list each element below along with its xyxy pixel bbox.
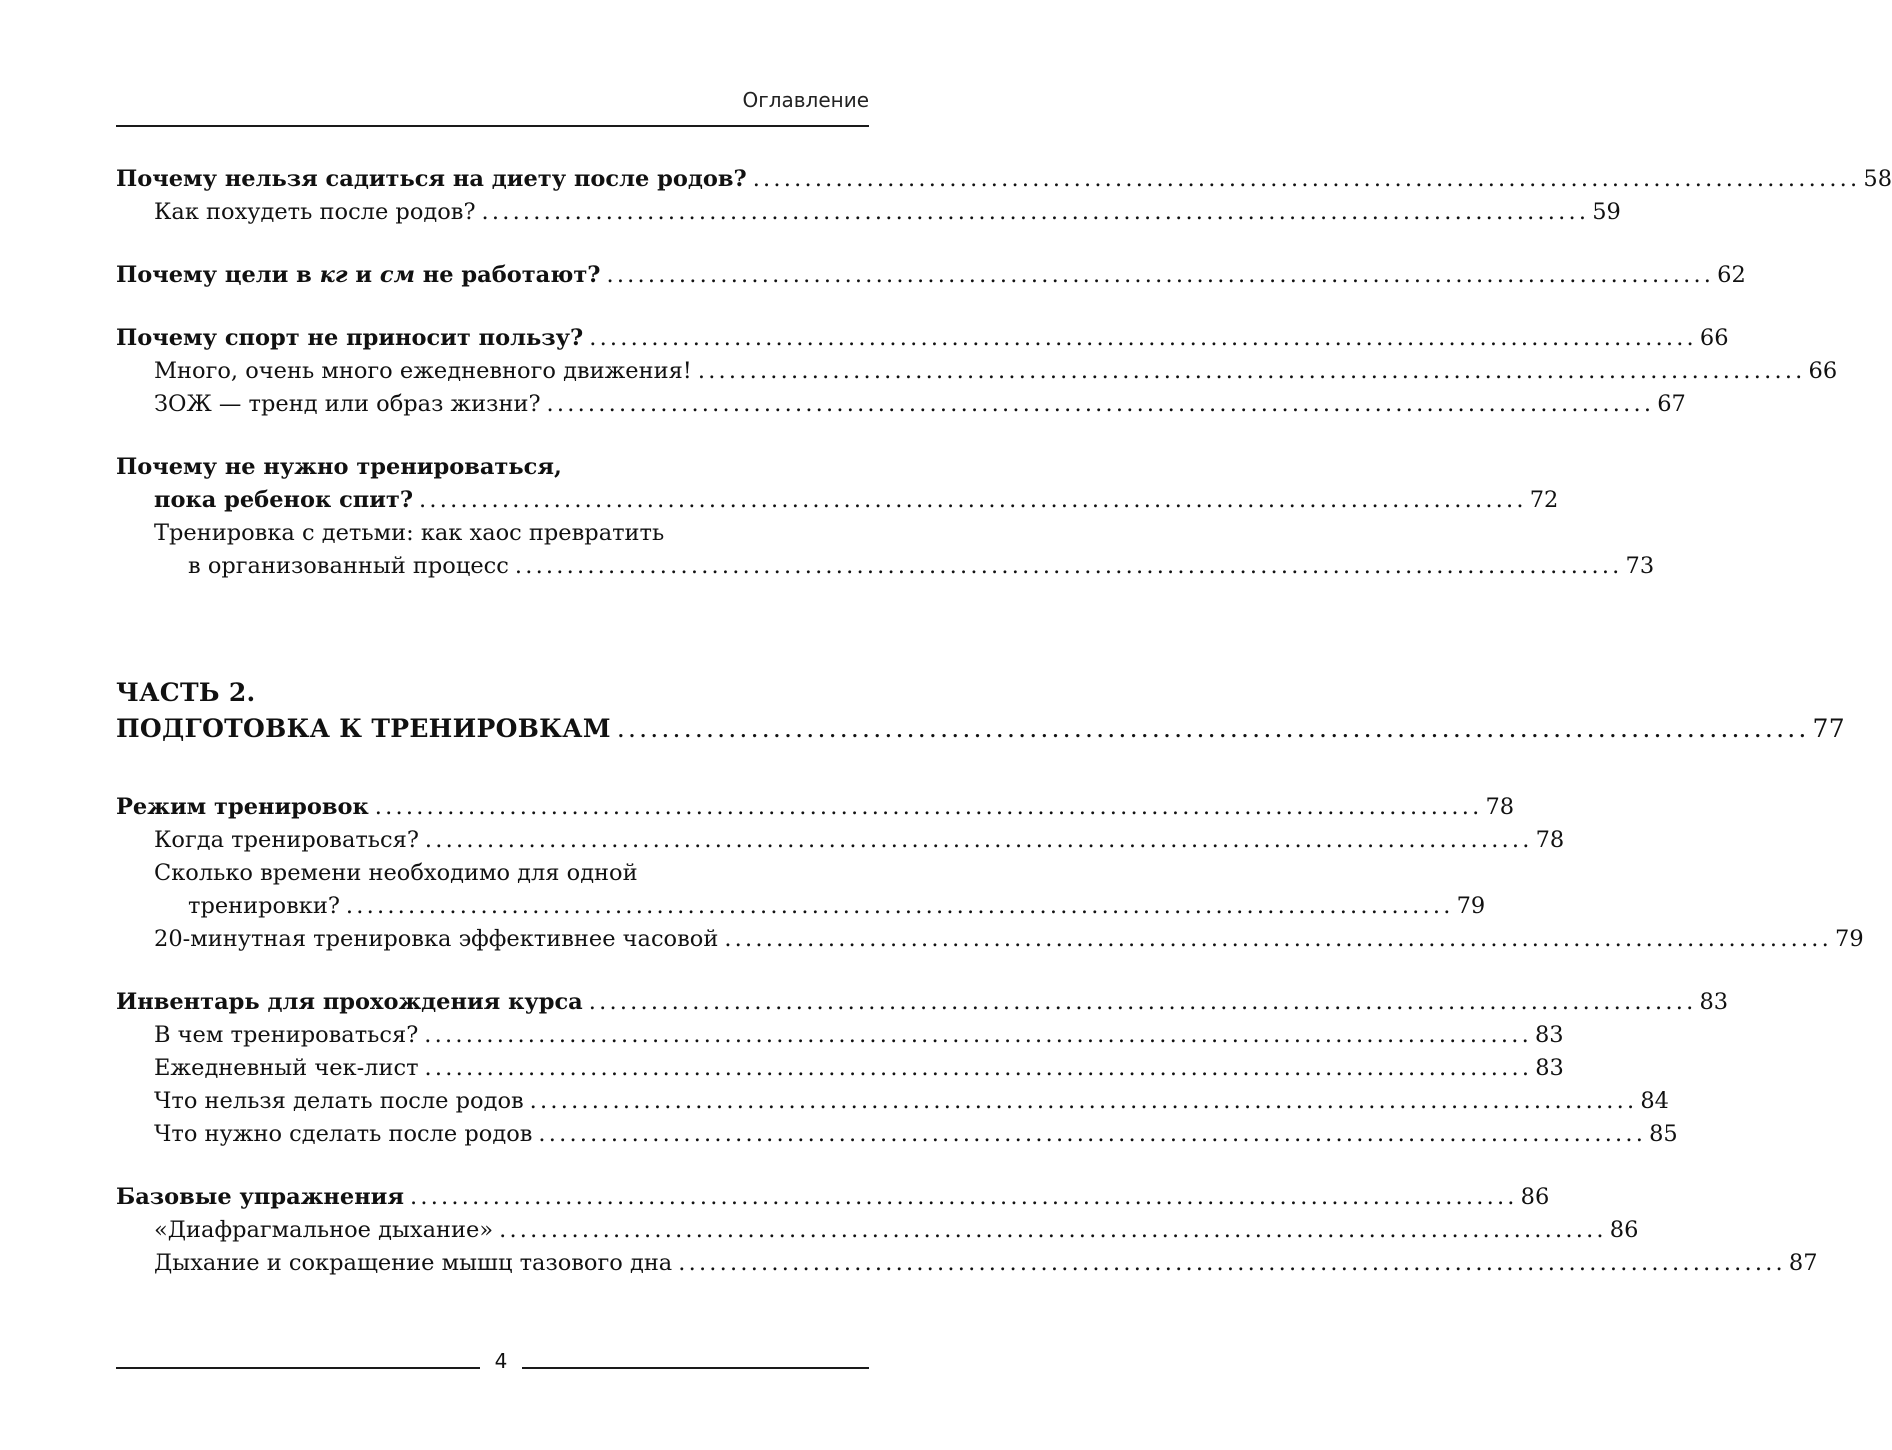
toc-leader: ........................................................................................................... (546, 391, 1655, 417)
toc-leader: ........................................................................................................... (697, 358, 1806, 384)
toc-leader: ........................................................................................................... (678, 1250, 1786, 1276)
toc-entry-line1[interactable] (116, 451, 856, 484)
part-title: ПОДГОТОВКА К ТРЕНИРОВКАМ (116, 714, 611, 743)
toc-entry-page: 78 (1485, 794, 1515, 820)
toc-entry[interactable] (116, 791, 1515, 824)
toc-subentry[interactable] (116, 1019, 1564, 1052)
toc-entry-page: 66 (1808, 358, 1838, 384)
toc-entry-title: Тренировка с детьми: как хаос превратить (154, 520, 665, 546)
toc-leader: ........................................................................................................... (419, 487, 1527, 513)
toc-entry-page: 85 (1649, 1121, 1678, 1147)
toc-entry-page: 79 (1835, 926, 1864, 952)
toc-entry-title: Когда тренироваться? (154, 827, 419, 853)
toc-entry-title: Что нельзя делать после родов (154, 1088, 524, 1114)
toc-leader: ........................................................................................................... (529, 1088, 1638, 1114)
part-heading-line1[interactable] (116, 675, 856, 711)
toc-subentry[interactable] (116, 196, 1621, 229)
toc-leader: ........................................................................................................... (606, 262, 1715, 288)
toc-entry-line2[interactable] (116, 484, 1559, 517)
toc-entry-title: тренировки? (188, 893, 340, 919)
toc-entry-title: ЗОЖ — тренд или образ жизни? (154, 391, 541, 417)
toc-entry-page: 84 (1640, 1088, 1669, 1114)
toc-entry-page: 67 (1657, 391, 1686, 417)
toc-entry-page: 78 (1535, 827, 1565, 853)
bottom-rule-left (116, 1367, 480, 1369)
toc-entry-title: Почему не нужно тренироваться, (116, 454, 562, 480)
toc-entry-title: Почему цели в кг и см не работают? (116, 262, 601, 288)
toc-entry-page: 58 (1863, 166, 1892, 192)
toc-entry-title: Сколько времени необходимо для одной (154, 860, 638, 886)
toc-entry-page: 62 (1717, 262, 1746, 288)
toc-leader: ........................................................................................................... (724, 926, 1833, 952)
table-of-contents (116, 163, 1892, 1280)
toc-leader: ........................................................................................................... (752, 166, 1861, 192)
toc-entry-page: 83 (1535, 1055, 1564, 1081)
toc-entry-title: Дыхание и сокращение мышц тазового дна (154, 1250, 673, 1276)
toc-entry-page: 87 (1788, 1250, 1818, 1276)
toc-entry-page: 79 (1456, 893, 1486, 919)
toc-subentry[interactable] (116, 1085, 1669, 1118)
toc-entry-title: Ежедневный чек-лист (154, 1055, 419, 1081)
toc-leader: ........................................................................................................... (345, 893, 1454, 919)
toc-leader: ........................................................................................................... (374, 794, 1483, 820)
toc-entry[interactable] (116, 986, 1729, 1019)
bottom-rule-right (522, 1367, 869, 1369)
toc-subentry[interactable] (116, 1214, 1639, 1247)
page-number: 4 (494, 1349, 508, 1373)
toc-subentry-line2[interactable] (116, 890, 1486, 923)
toc-entry-page: 83 (1699, 989, 1729, 1015)
toc-subentry-line2[interactable] (116, 550, 1655, 583)
toc-entry-title: Что нужно сделать после родов (154, 1121, 533, 1147)
toc-subentry[interactable] (116, 355, 1838, 388)
toc-entry-title: Как похудеть после родов? (154, 199, 476, 225)
toc-entry-title: Инвентарь для прохождения курса (116, 989, 583, 1015)
toc-entry-title: Почему нельзя садиться на диету после родов? (116, 166, 747, 192)
toc-entry-page: 73 (1625, 553, 1655, 579)
toc-leader: ........................................................................................................... (538, 1121, 1647, 1147)
toc-entry-title: Много, очень много ежедневного движения! (154, 358, 692, 384)
toc-leader: ........................................................................................................... (499, 1217, 1607, 1243)
toc-leader: ........................................................................................................... (424, 1055, 1533, 1081)
toc-leader: ........................................................................................................... (616, 714, 1810, 743)
part-label: ЧАСТЬ 2. (116, 678, 256, 707)
toc-entry-title: «Диафрагмальное дыхание» (154, 1217, 494, 1243)
toc-entry[interactable] (116, 163, 1892, 196)
toc-subentry[interactable] (116, 923, 1864, 956)
toc-entry-title: 20-минутная тренировка эффективнее часовой (154, 926, 719, 952)
toc-subentry[interactable] (116, 1118, 1678, 1151)
toc-entry-page: 86 (1520, 1184, 1550, 1210)
toc-leader: ........................................................................................................... (424, 827, 1533, 853)
toc-entry-page: 72 (1529, 487, 1559, 513)
toc-leader: ........................................................................................................... (588, 989, 1697, 1015)
toc-entry-title: Базовые упражнения (116, 1184, 404, 1210)
toc-entry[interactable] (116, 1181, 1550, 1214)
running-head: Оглавление (742, 88, 869, 112)
toc-subentry-line1[interactable] (116, 857, 856, 890)
toc-entry[interactable] (116, 259, 1746, 292)
toc-entry[interactable] (116, 322, 1729, 355)
toc-entry-title: В чем тренироваться? (154, 1022, 419, 1048)
toc-leader: ........................................................................................................... (481, 199, 1590, 225)
toc-subentry[interactable] (116, 824, 1565, 857)
toc-entry-title: Почему спорт не приносит пользу? (116, 325, 584, 351)
toc-entry-page: 77 (1812, 714, 1845, 743)
toc-entry-page: 86 (1609, 1217, 1639, 1243)
toc-entry-title: в организованный процесс (188, 553, 509, 579)
toc-leader: ........................................................................................................... (514, 553, 1623, 579)
toc-leader: ........................................................................................................... (424, 1022, 1532, 1048)
toc-subentry-line1[interactable] (116, 517, 856, 550)
toc-leader: ........................................................................................................... (409, 1184, 1518, 1210)
toc-entry-page: 59 (1592, 199, 1621, 225)
toc-entry-title: Режим тренировок (116, 794, 369, 820)
toc-entry-title: пока ребенок спит? (154, 487, 414, 513)
toc-subentry[interactable] (116, 1247, 1818, 1280)
part-heading-line2[interactable] (116, 711, 1845, 747)
toc-entry-page: 83 (1534, 1022, 1564, 1048)
toc-subentry[interactable] (116, 388, 1686, 421)
part-heading (116, 675, 1845, 747)
toc-leader: ........................................................................................................... (589, 325, 1697, 351)
toc-entry-page: 66 (1699, 325, 1729, 351)
top-rule (116, 125, 869, 127)
toc-subentry[interactable] (116, 1052, 1564, 1085)
